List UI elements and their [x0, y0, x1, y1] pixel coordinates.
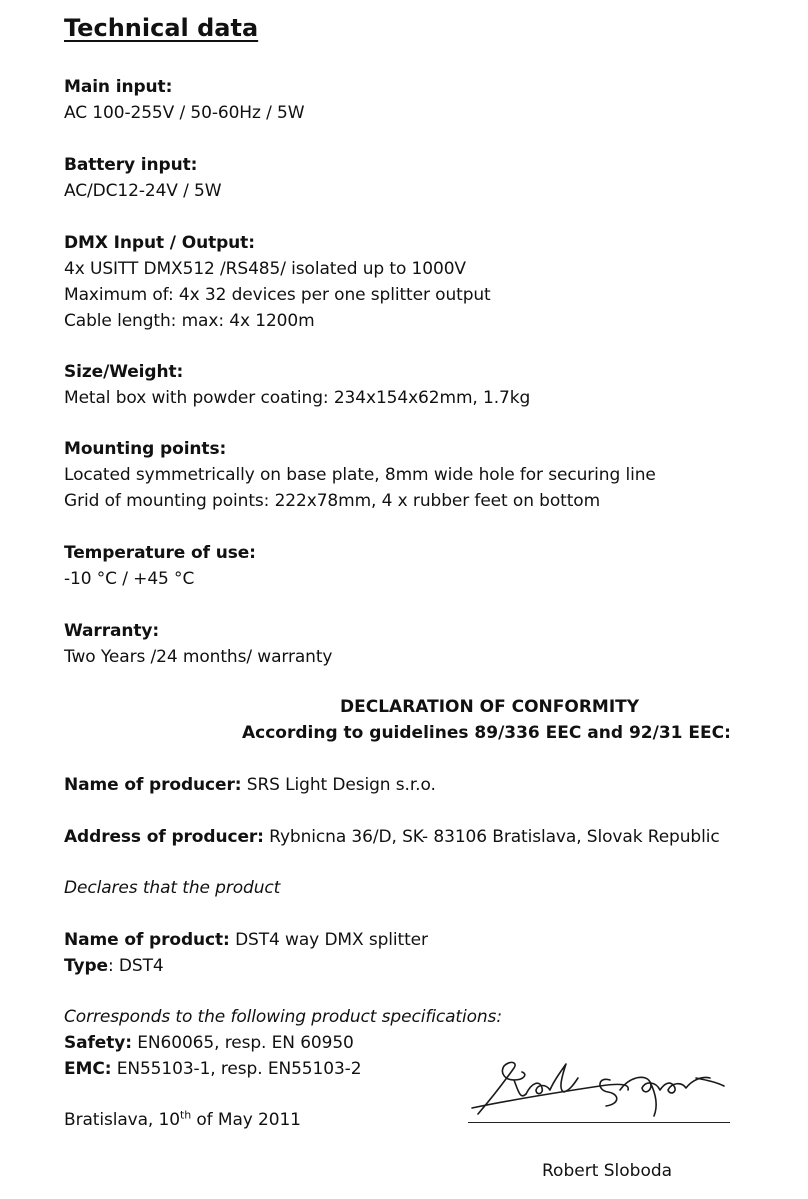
type-value: : DST4 [107, 956, 164, 976]
warranty-label: Warranty: [64, 621, 160, 641]
emc-value: EN55103-1, resp. EN55103-2 [111, 1059, 362, 1079]
date-prefix: Bratislava, 10 [64, 1110, 180, 1130]
temperature-value: -10 °C / +45 °C [64, 569, 195, 589]
dmx-line-1: 4x USITT DMX512 /RS485/ isolated up to 1000V [64, 259, 466, 279]
declaration-subheading: According to guidelines 89/336 EEC and 92/31 EEC: [242, 723, 731, 743]
date-line [64, 1107, 301, 1133]
mounting-line-2: Grid of mounting points: 222x78mm, 4 x rubber feet on bottom [64, 491, 601, 511]
mounting-line-1: Located symmetrically on base plate, 8mm wide hole for securing line [64, 465, 656, 485]
declaration-heading: DECLARATION OF CONFORMITY [340, 697, 640, 717]
dmx-label: DMX Input / Output: [64, 233, 255, 253]
dmx-line-3: Cable length: max: 4x 1200m [64, 311, 315, 331]
signature-line [468, 1122, 730, 1123]
page-title: Technical data [64, 14, 259, 42]
size-weight-label: Size/Weight: [64, 362, 184, 382]
type-line [64, 953, 164, 979]
signer-name: Robert Sloboda [542, 1161, 673, 1181]
product-label: Name of product: [64, 930, 230, 950]
product-value: DST4 way DMX splitter [229, 930, 428, 950]
mounting-label: Mounting points: [64, 439, 227, 459]
producer-label: Name of producer: [64, 775, 242, 795]
temperature-label: Temperature of use: [64, 543, 256, 563]
handwritten-signature [470, 1050, 730, 1122]
producer-line [64, 772, 436, 798]
safety-value: EN60065, resp. EN 60950 [131, 1033, 354, 1053]
address-value: Rybnicna 36/D, SK- 83106 Bratislava, Slovak Republic [263, 827, 720, 847]
main-input-label: Main input: [64, 77, 173, 97]
safety-line [64, 1030, 354, 1056]
safety-label: Safety: [64, 1033, 132, 1053]
dmx-line-2: Maximum of: 4x 32 devices per one splitter output [64, 285, 491, 305]
product-line [64, 927, 428, 953]
warranty-value: Two Years /24 months/ warranty [64, 647, 333, 667]
address-line [64, 824, 720, 850]
type-label: Type [64, 956, 108, 976]
emc-label: EMC: [64, 1059, 112, 1079]
corresponds-text: Corresponds to the following product specifications: [64, 1007, 502, 1027]
address-label: Address of producer: [64, 827, 264, 847]
date-suffix: of May 2011 [191, 1110, 301, 1130]
declares-text: Declares that the product [64, 878, 281, 898]
main-input-value: AC 100-255V / 50-60Hz / 5W [64, 103, 305, 123]
battery-input-value: AC/DC12-24V / 5W [64, 181, 222, 201]
date-sup: th [179, 1108, 192, 1122]
size-weight-value: Metal box with powder coating: 234x154x62mm, 1.7kg [64, 388, 531, 408]
producer-value: SRS Light Design s.r.o. [241, 775, 436, 795]
emc-line [64, 1056, 361, 1082]
battery-input-label: Battery input: [64, 155, 198, 175]
